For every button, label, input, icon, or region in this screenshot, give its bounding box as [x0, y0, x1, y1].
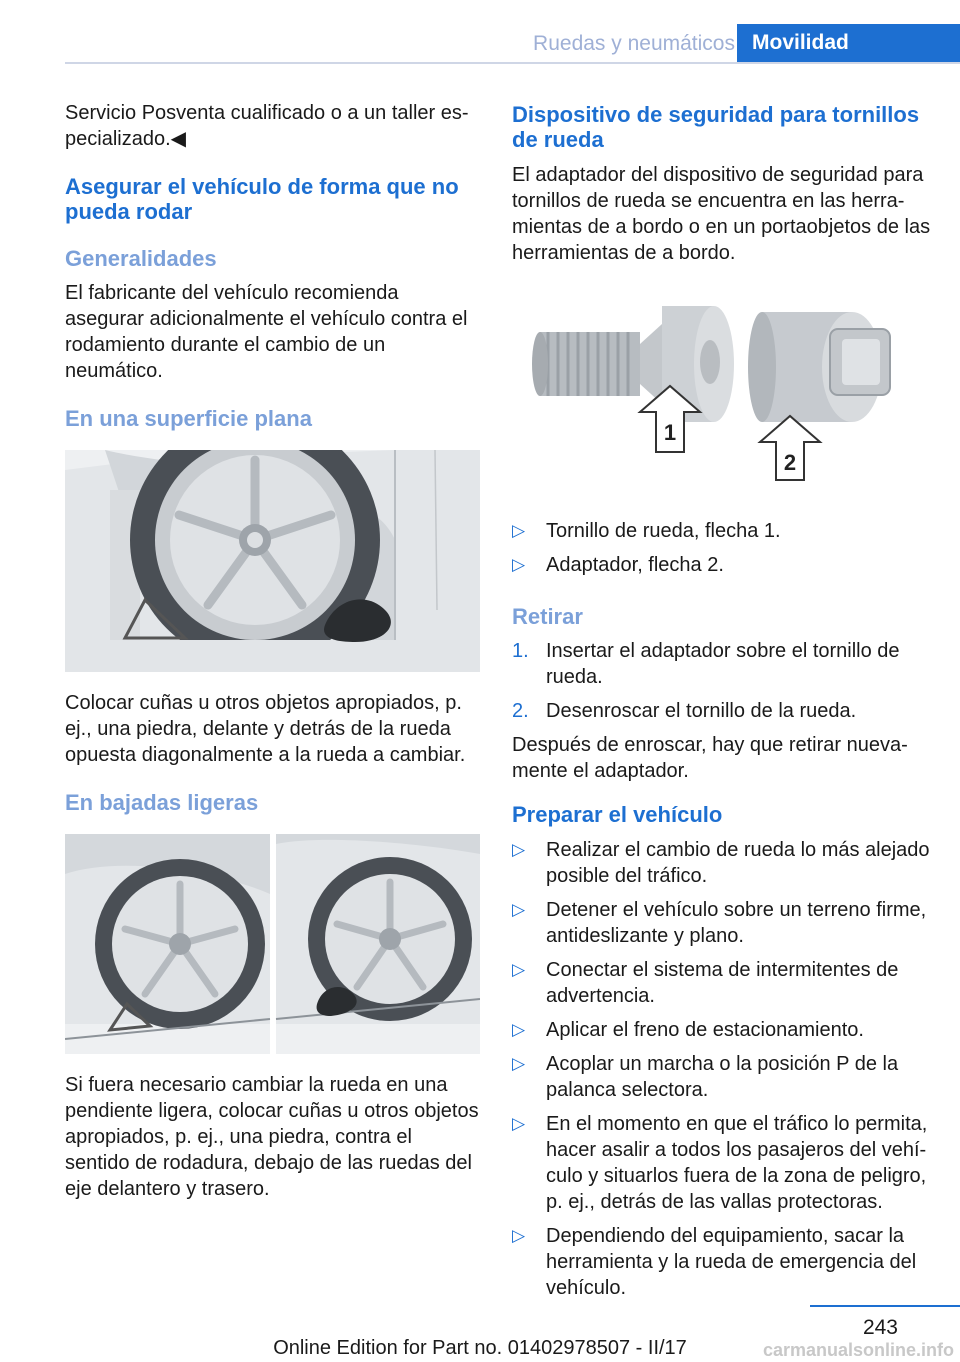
heading-wheel-lock: Dispositivo de seguridad para tornillos de rueda	[512, 102, 920, 152]
list-item: 1. Insertar el adaptador sobre el tornillo de rueda.	[512, 640, 900, 688]
step-number: 1.	[512, 640, 529, 662]
triangle-bullet-icon: ▷	[512, 1226, 526, 1245]
wheel-lock-text: El adaptador del dispositivo de seguridad para tornillos de rueda se encuentra en las herramientas de a bordo o en un portaobjetos de las herramientas de a bordo.	[512, 164, 931, 264]
remove-after-text: Después de enroscar, hay que retirar nuevamente el adaptador.	[512, 734, 908, 782]
header-section-title: Ruedas y neumáticos	[533, 32, 735, 55]
footer-rule	[810, 1305, 960, 1307]
subheading-flat-surface: En una superficie plana	[65, 406, 312, 431]
triangle-bullet-icon: ▷	[512, 960, 526, 979]
list-item: ▷ Detener el vehículo sobre un terreno firme, antideslizante y plano.	[512, 899, 927, 947]
triangle-bullet-icon: ▷	[512, 555, 526, 574]
bolt-and-adapter-icon	[512, 284, 932, 506]
list-item: ▷ Adaptador, flecha 2.	[512, 554, 724, 576]
list-item: ▷ Dependiendo del equipamiento, sacar la herramienta y la rueda de emergencia del vehículo.	[512, 1225, 917, 1299]
list-item: ▷ Realizar el cambio de rueda lo más alejado posible del tráfico.	[512, 839, 930, 887]
remove-steps	[512, 638, 932, 724]
list-item: ▷ Conectar el sistema de intermitentes de advertencia.	[512, 959, 899, 1007]
parts-list	[512, 518, 932, 578]
list-item: ▷ Acoplar un marcha o la posición P de la palanca selectora.	[512, 1053, 899, 1101]
subheading-general: Generalidades	[65, 246, 217, 271]
step-number: 2.	[512, 700, 529, 722]
general-text: El fabricante del vehículo recomienda asegurar adicionalmente el vehículo contra el rodamiento durante el cambio de un neumático.	[65, 282, 468, 382]
intro-text: Servicio Posventa cualificado o a un taller especializado.◀	[65, 102, 469, 150]
left-column	[65, 100, 480, 1210]
subheading-light-slope: En bajadas ligeras	[65, 790, 259, 815]
edition-footer: Online Edition for Part no. 01402978507 - II/17	[273, 1337, 687, 1359]
header-rule	[65, 62, 960, 64]
flat-surface-text: Colocar cuñas u otros objetos apropiados, p. ej., una piedra, delante y detrás de la rueda opuesta diagonalmente a la rueda a cambiar.	[65, 692, 466, 766]
page-number: 243	[862, 1316, 898, 1339]
wheel-chock-slope-icon	[65, 834, 480, 1054]
wheel-chock-flat-icon	[65, 450, 480, 672]
flat-surface-illustration	[65, 450, 480, 672]
prepare-list	[512, 837, 932, 1301]
triangle-bullet-icon: ▷	[512, 900, 526, 919]
triangle-bullet-icon: ▷	[512, 840, 526, 859]
triangle-bullet-icon: ▷	[512, 1054, 526, 1073]
list-item: ▷ Aplicar el freno de estacionamiento.	[512, 1019, 864, 1041]
light-slope-text: Si fuera necesario cambiar la rueda en una pendiente ligera, colocar cuñas u otros objetos apropiados, p. ej., una piedra, contra el sentido de rodadura, debajo de las ruedas del eje delantero y trasero.	[65, 1074, 479, 1200]
list-item: ▷ En el momento en que el tráfico lo permita, hacer asalir a todos los pasajeros del vehículo y situarlos fuera de la zona de peligro, p. ej., detrás de las vallas protectoras.	[512, 1113, 928, 1213]
arrow-label-1: 1	[663, 420, 677, 445]
triangle-bullet-icon: ▷	[512, 1114, 526, 1133]
triangle-bullet-icon: ▷	[512, 1020, 526, 1039]
triangle-bullet-icon: ▷	[512, 521, 526, 540]
wheel-lock-illustration	[512, 284, 932, 506]
right-column	[512, 100, 932, 1309]
watermark: carmanualsonline.info	[762, 1340, 954, 1360]
header-chapter-tab: Movilidad	[737, 24, 960, 62]
heading-secure-vehicle: Asegurar el vehículo de forma que no pueda rodar	[65, 174, 459, 224]
subheading-remove: Retirar	[512, 604, 583, 629]
arrow-label-2: 2	[783, 450, 797, 475]
heading-prepare-vehicle: Preparar el vehículo	[512, 802, 723, 827]
list-item: 2. Desenroscar el tornillo de la rueda.	[512, 700, 857, 722]
list-item: ▷ Tornillo de rueda, flecha 1.	[512, 520, 781, 542]
light-slope-illustration	[65, 834, 480, 1054]
